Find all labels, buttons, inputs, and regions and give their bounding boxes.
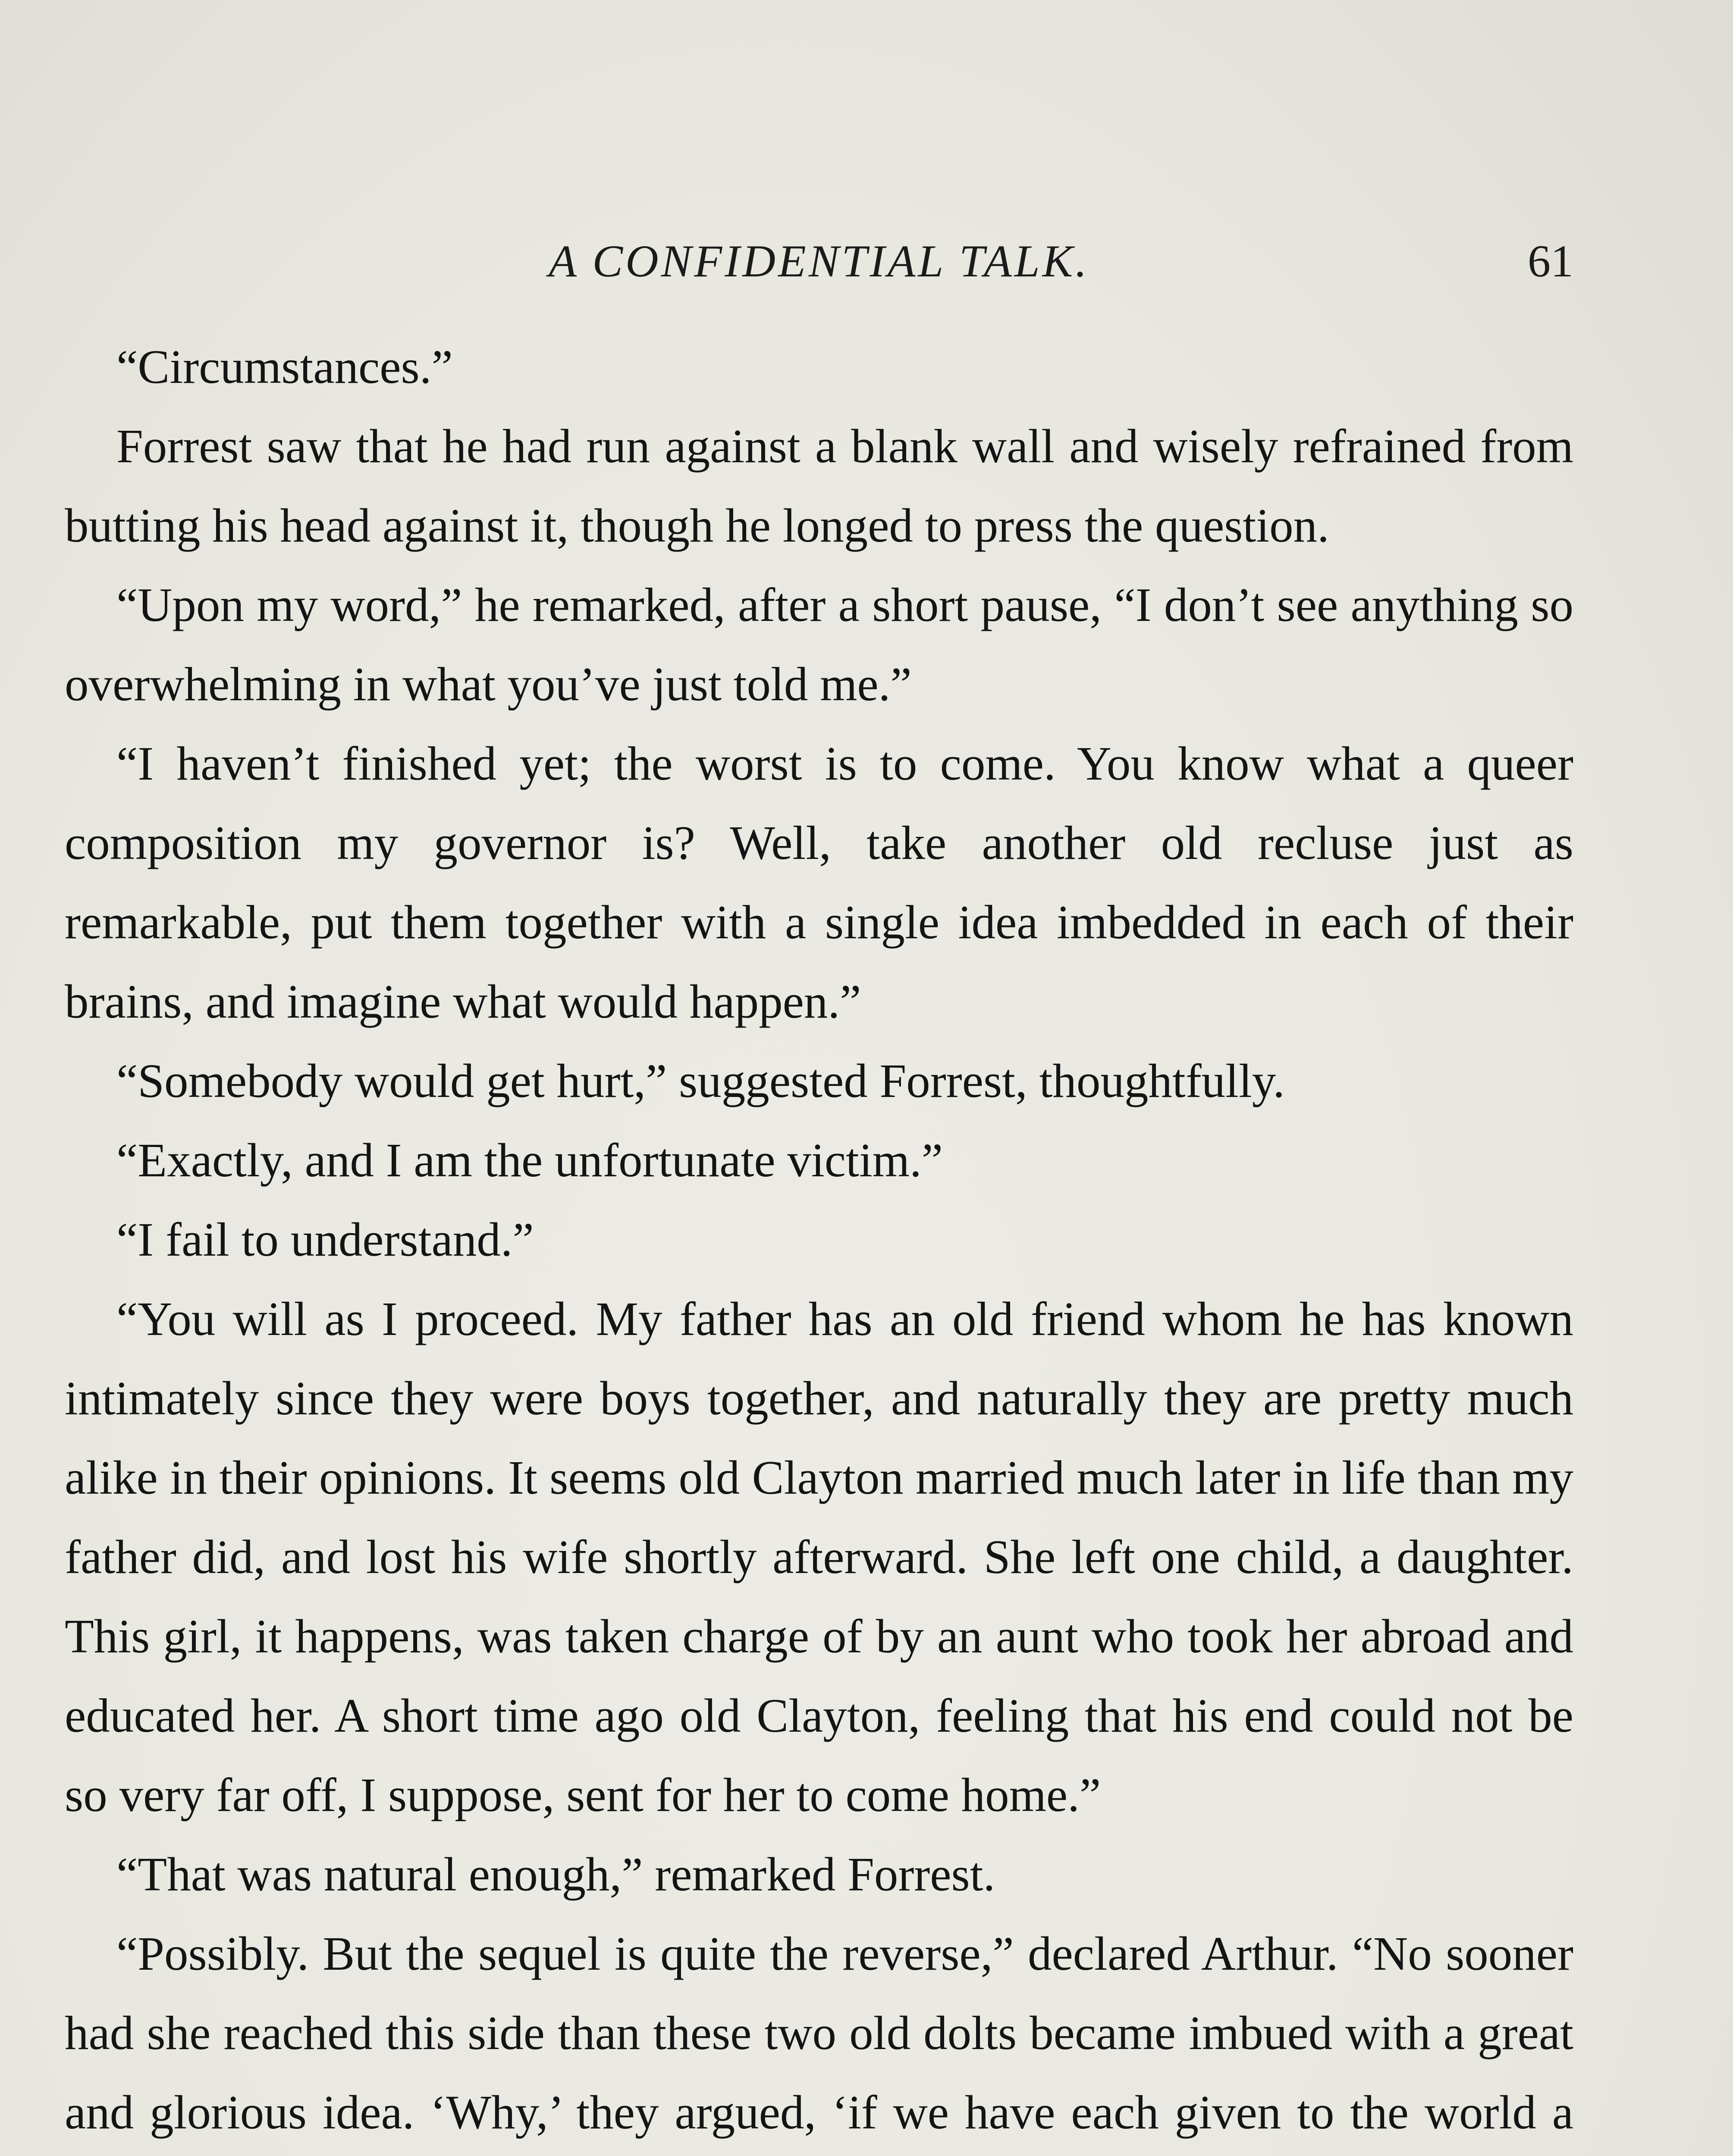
paragraph: Forrest saw that he had run against a blank wall and wisely refrained from butting his head against it, though he longed to press the question. [65,420,1573,552]
paragraph: “Exactly, and I am the unfortunate victim.” [116,1134,943,1187]
paragraph: “I haven’t finished yet; the worst is to come. You know what a queer composition my governor is? Well, take another old recluse just as remarkable, put them together with a single idea imbedded in each of their brains, and imagine what would happen.” [65,737,1573,1028]
paragraph: “I fail to understand.” [116,1213,534,1266]
running-header [65,235,1573,295]
paragraph: “That was natural enough,” remarked Forrest. [116,1848,995,1901]
paragraph: “Upon my word,” he remarked, after a short pause, “I don’t see anything so overwhelming in what you’ve just told me.” [65,579,1573,711]
paragraph: “Possibly. But the sequel is quite the reverse,” declared Arthur. “No sooner had she reached this side than these two old dolts became imbued with a great and glorious idea. ‘Why,’ they argued, ‘if we have each given to the world a [65,1927,1573,2139]
paragraph: “You will as I proceed. My father has an old friend whom he has known intimately since they were boys together, and naturally they are pretty much alike in their opinions. It seems old Clayton married much later in life than my father did, and lost his wife shortly afterward. She left one child, a daughter. This girl, it happens, was taken charge of by an aunt who took her abroad and educated her. A short time ago old Clayton, feeling that his end could not be so very far off, I suppose, sent for her to come home.” [65,1293,1573,1822]
chapter-title: A CONFIDENTIAL TALK. [549,236,1089,286]
page-number: 61 [1528,236,1573,286]
paragraph: “Circumstances.” [116,341,453,394]
paragraph: “Somebody would get hurt,” suggested Forrest, thoughtfully. [116,1055,1285,1108]
body-text [65,328,1573,2156]
